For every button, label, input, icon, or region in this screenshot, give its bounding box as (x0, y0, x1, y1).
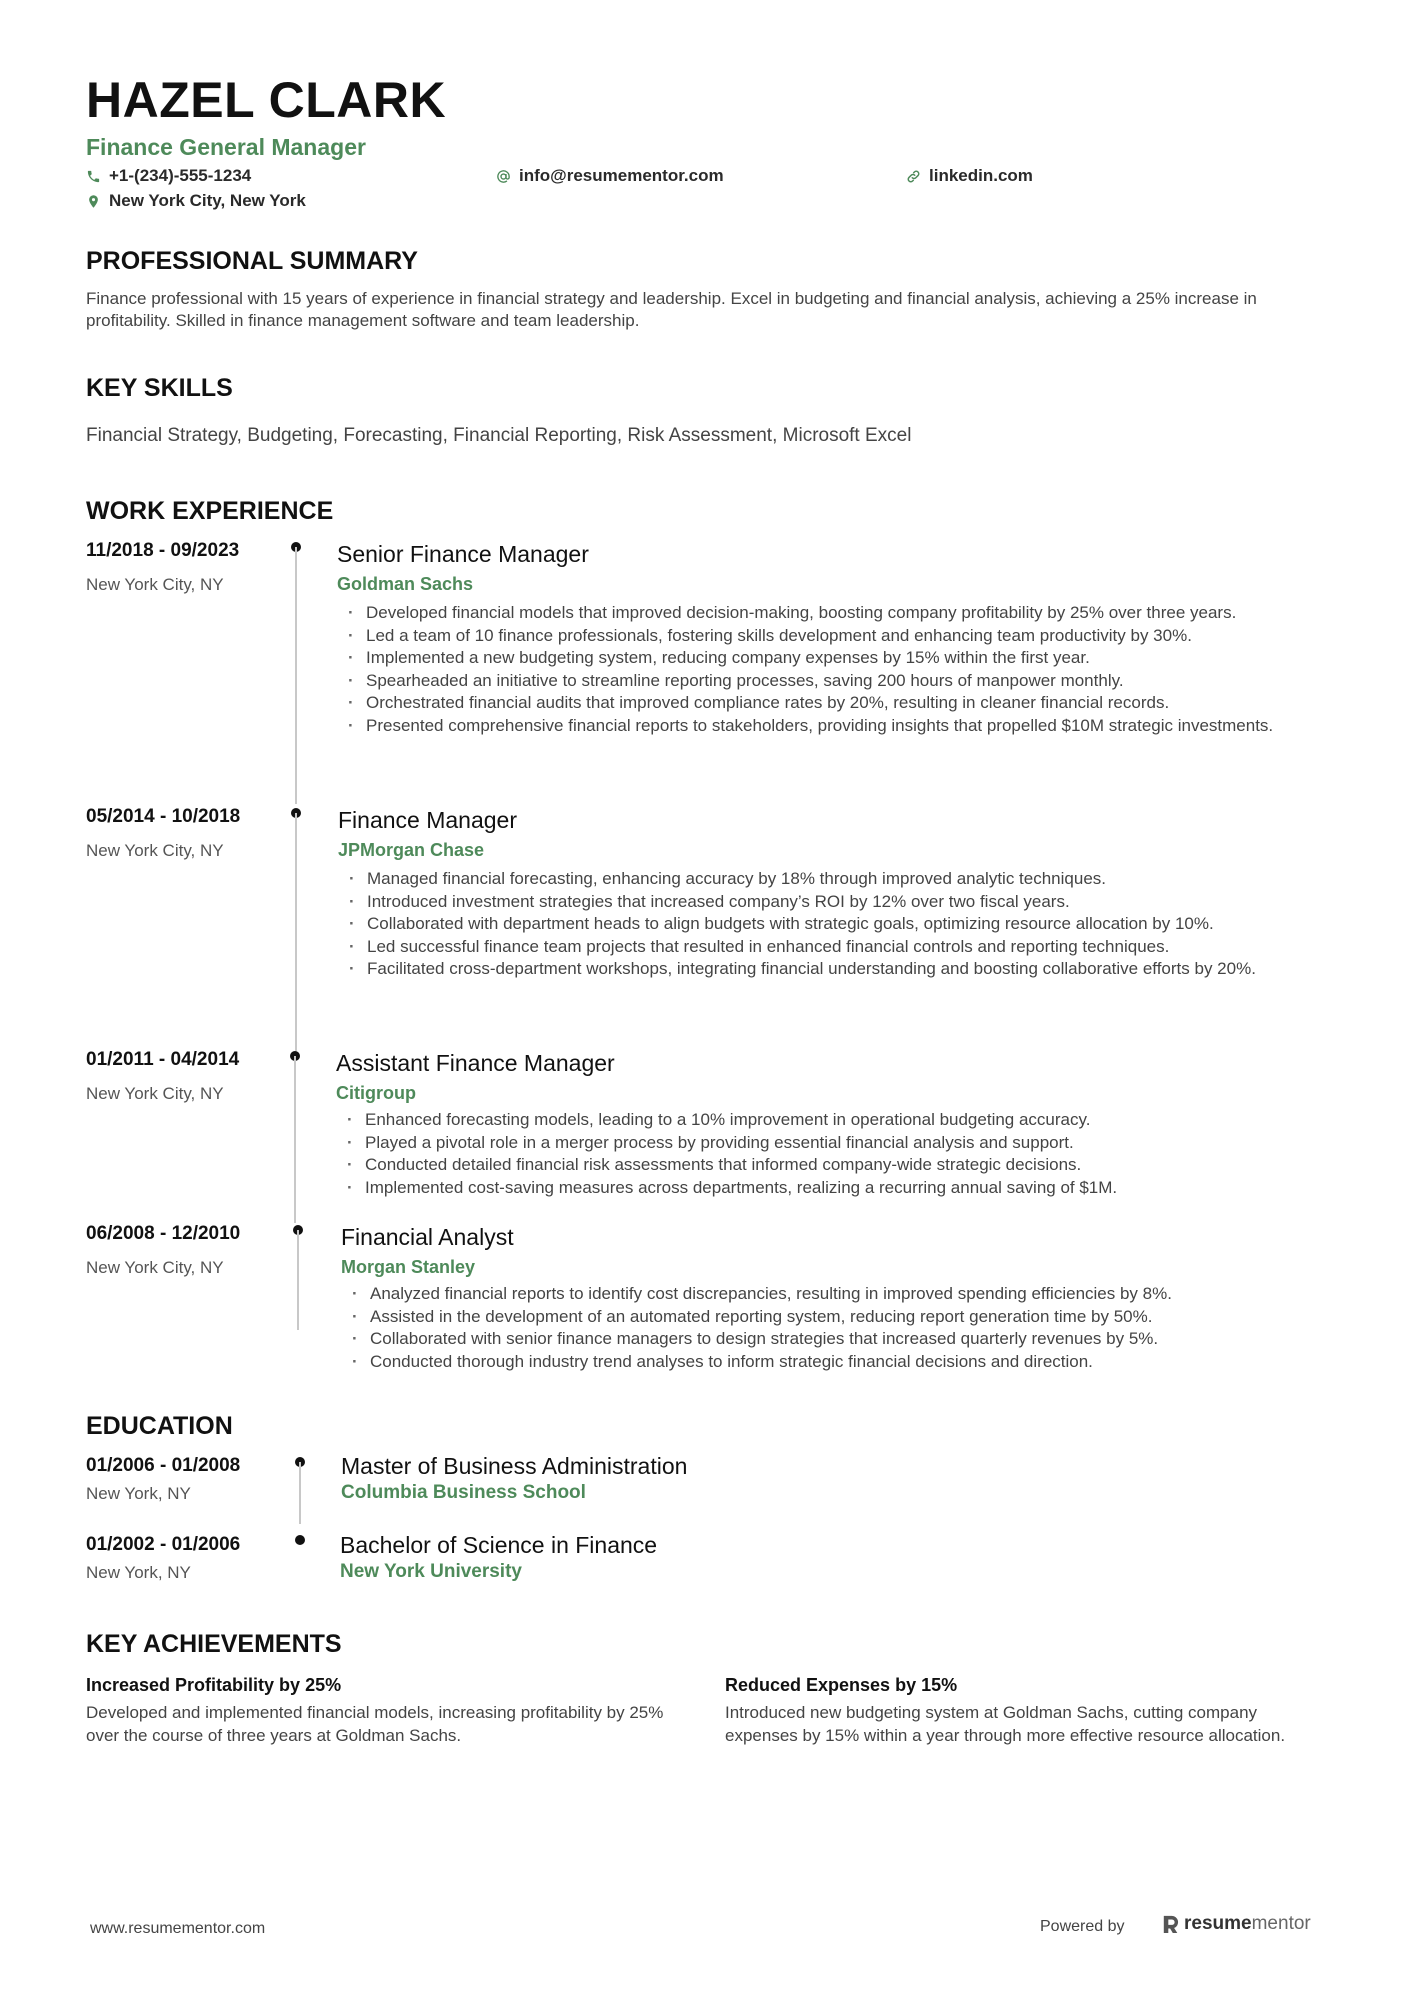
summary-text: Finance professional with 15 years of experience in financial strategy and leadership. Excel in budgeting and financial analysis, achieving a 25% increase in profitability. Skilled in finance management software and team leadership. (86, 289, 1257, 330)
achievement-description: Introduced new budgeting system at Goldman Sachs, cutting company expenses by 15% within a year through more effective resource allocation. (725, 1703, 1286, 1745)
location-contact (86, 190, 306, 212)
timeline-dot (295, 1535, 305, 1545)
timeline-line (294, 1056, 296, 1223)
email-text[interactable]: info@resumementor.com (519, 166, 724, 185)
phone-icon (86, 169, 101, 184)
candidate-name: HAZEL CLARK (86, 72, 447, 128)
job-date: 11/2018 - 09/2023 (86, 540, 240, 561)
job-bullets (345, 868, 1330, 981)
job-company: Goldman Sachs (337, 574, 474, 594)
achievements-heading: KEY ACHIEVEMENTS (86, 1630, 342, 1658)
candidate-role: Finance General Manager (86, 134, 366, 160)
experience-heading: WORK EXPERIENCE (86, 497, 334, 525)
list-item: · Presented comprehensive financial reports to stakeholders, providing insights that propelled $10M strategic investments. (344, 715, 1324, 738)
phone-contact (86, 165, 251, 187)
location-text: New York City, New York (109, 191, 306, 210)
job-title: Senior Finance Manager (337, 541, 589, 567)
job-company: Morgan Stanley (341, 1257, 476, 1277)
list-item: · Analyzed financial reports to identify cost discrepancies, resulting in improved spending efficiencies by 8%. (348, 1283, 1333, 1306)
resumementor-logo[interactable] (1162, 1913, 1311, 1935)
education-date: 01/2002 - 01/2006 (86, 1534, 241, 1555)
job-location: New York City, NY (86, 1258, 224, 1277)
education-date: 01/2006 - 01/2008 (86, 1455, 241, 1476)
education-location: New York, NY (86, 1563, 191, 1582)
job-bullets (343, 1109, 1328, 1199)
phone-text[interactable]: +1-(234)-555-1234 (109, 166, 252, 185)
timeline-line (299, 1462, 301, 1524)
achievement-description: Developed and implemented financial models, increasing profitability by 25% over the course of three years at Goldman Sachs. (86, 1703, 664, 1745)
timeline-line (295, 813, 297, 1051)
job-bullets (344, 602, 1324, 737)
job-location: New York City, NY (86, 841, 224, 860)
education-school: Columbia Business School (341, 1482, 586, 1503)
email-contact (496, 165, 724, 187)
job-company: JPMorgan Chase (338, 840, 485, 860)
list-item: · Enhanced forecasting models, leading to a 10% improvement in operational budgeting accuracy. (343, 1109, 1328, 1132)
job-title: Finance Manager (338, 807, 517, 833)
education-location: New York, NY (86, 1484, 191, 1503)
education-heading: EDUCATION (86, 1412, 233, 1440)
job-date: 01/2011 - 04/2014 (86, 1049, 240, 1070)
list-item: · Managed financial forecasting, enhancing accuracy by 18% through improved analytic techniques. (345, 868, 1330, 891)
list-item: · Played a pivotal role in a merger process by providing essential financial analysis and support. (343, 1132, 1328, 1155)
list-item: · Collaborated with senior finance managers to design strategies that increased quarterly revenues by 5%. (348, 1328, 1333, 1351)
logo-text-bold: resume (1184, 1913, 1252, 1934)
job-title: Financial Analyst (341, 1224, 514, 1250)
map-pin-icon (86, 194, 101, 209)
list-item: · Spearheaded an initiative to streamline reporting processes, saving 200 hours of manpower monthly. (344, 670, 1324, 693)
timeline-line (297, 1230, 299, 1330)
job-company: Citigroup (336, 1083, 416, 1103)
list-item: · Implemented cost-saving measures across departments, realizing a recurring annual saving of $1M. (343, 1177, 1328, 1200)
list-item: · Conducted detailed financial risk assessments that informed company-wide strategic decisions. (343, 1154, 1328, 1177)
education-degree: Bachelor of Science in Finance (340, 1532, 658, 1558)
list-item: · Led a team of 10 finance professionals, fostering skills development and enhancing team productivity by 30%. (344, 625, 1324, 648)
achievement-title: Increased Profitability by 25% (86, 1675, 342, 1695)
list-item: · Conducted thorough industry trend analyses to inform strategic financial decisions and direction. (348, 1351, 1333, 1374)
job-location: New York City, NY (86, 1084, 224, 1103)
job-bullets (348, 1283, 1333, 1373)
achievement-title: Reduced Expenses by 15% (725, 1675, 958, 1695)
list-item: · Facilitated cross-department workshops, integrating financial understanding and boosting collaborative efforts by 20%. (345, 958, 1330, 981)
list-item: · Implemented a new budgeting system, reducing company expenses by 15% within the first year. (344, 647, 1324, 670)
list-item: · Introduced investment strategies that increased company’s ROI by 12% over two fiscal years. (345, 891, 1330, 914)
logo-mark-icon (1162, 1914, 1180, 1934)
logo-text-light: mentor (1251, 1913, 1311, 1934)
job-date: 05/2014 - 10/2018 (86, 806, 241, 827)
link-icon (906, 169, 921, 184)
linkedin-text[interactable]: linkedin.com (929, 166, 1033, 185)
job-date: 06/2008 - 12/2010 (86, 1223, 241, 1244)
list-item: · Assisted in the development of an automated reporting system, reducing report generation time by 50%. (348, 1306, 1333, 1329)
job-location: New York City, NY (86, 575, 224, 594)
list-item: · Collaborated with department heads to align budgets with strategic goals, optimizing resource allocation by 10%. (345, 913, 1330, 936)
linkedin-contact (906, 165, 1033, 187)
list-item: · Orchestrated financial audits that improved compliance rates by 20%, resulting in cleaner financial records. (344, 692, 1324, 715)
job-title: Assistant Finance Manager (336, 1050, 615, 1076)
list-item: · Developed financial models that improved decision-making, boosting company profitability by 25% over three years. (344, 602, 1324, 625)
education-school: New York University (340, 1561, 522, 1582)
education-degree: Master of Business Administration (341, 1453, 688, 1479)
list-item: · Led successful finance team projects that resulted in enhanced financial controls and reporting techniques. (345, 936, 1330, 959)
timeline-line (295, 547, 297, 804)
skills-text: Financial Strategy, Budgeting, Forecasting, Financial Reporting, Risk Assessment, Microsoft Excel (86, 425, 912, 446)
skills-heading: KEY SKILLS (86, 374, 233, 402)
footer-powered-by: Powered by (1040, 1918, 1125, 1935)
summary-heading: PROFESSIONAL SUMMARY (86, 247, 418, 275)
at-icon (496, 169, 511, 184)
footer-website[interactable]: www.resumementor.com (90, 1920, 266, 1937)
